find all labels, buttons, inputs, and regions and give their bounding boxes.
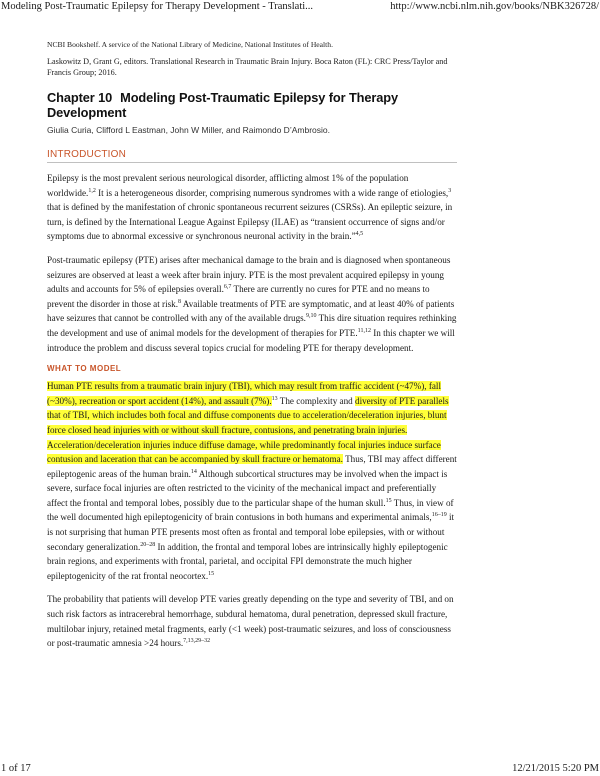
citation-ref: 9,10 <box>305 313 317 320</box>
print-datetime: 12/21/2015 5:20 PM <box>512 763 599 774</box>
text-run: that is defined by the manifestation of chronic spontaneous recurrent seizures (CSRSs). An epileptic seizure, in turn, is defined by the International League Against Epilepsy (ILAE) as “transient occurrence of signs and/or symptoms due to abnormal excessive or synchronous neuronal activity in the brain.” <box>47 202 453 242</box>
citation-ref: 15 <box>385 497 392 504</box>
citation-ref: 4,5 <box>355 231 364 238</box>
text-run: There are currently no cures for PTE and no means to prevent the disorder in those at risk. <box>47 284 430 309</box>
text-run: The complexity and <box>277 395 356 406</box>
citation-ref: 8 <box>178 298 182 305</box>
page-title-header: Modeling Post-Traumatic Epilepsy for Therapy Development - Translati... <box>1 1 314 12</box>
text-run: This dire situation requires rethinking the development and use of animal models for the development of therapies for PTE. <box>47 313 457 338</box>
text-run: Epilepsy is the most prevalent serious neurological disorder, afflicting almost 1% of the population worldwide. <box>47 173 409 198</box>
citation-ref: 3 <box>448 187 452 194</box>
text-run: it is not surprising that human PTE presents most often as frontal and temporal lobe epilepsies, with or without secondary generalization. <box>47 512 455 552</box>
page-url: http://www.ncbi.nlm.nih.gov/books/NBK326728/ <box>390 1 599 12</box>
authors: Giulia Curia, Clifford L Eastman, John W Miller, and Raimondo D’Ambrosio. <box>47 125 330 135</box>
page-count: 1 of 17 <box>1 763 31 774</box>
print-footer <box>0 760 600 776</box>
text-run: It is a heterogeneous disorder, comprising numerous syndromes with a wide range of etiologies, <box>95 187 449 198</box>
citation-ref: 6,7 <box>223 284 232 291</box>
highlighted-text: Human PTE results from a traumatic brain injury (TBI), which may result from traffic accident (~47%), fall (~30%), recreation or sport accident (14%), and assault (7%). <box>47 381 441 406</box>
citation-ref: 13 <box>271 395 278 402</box>
document-page <box>47 40 457 660</box>
citation-ref: 1,2 <box>88 187 96 194</box>
citation-ref: 15 <box>208 570 215 577</box>
citation-ref: 14 <box>190 468 197 475</box>
bookshelf-notice: NCBI Bookshelf. A service of the National Library of Medicine, National Institutes of Health. <box>47 40 333 49</box>
citation: Laskowitz D, Grant G, editors. Translational Research in Traumatic Brain Injury. Boca Raton (FL): CRC Press/Taylor and Francis Group; 2016. <box>47 57 448 77</box>
text-run: In addition, the frontal and temporal lobes are intrinsically highly epileptogenic brain regions, and experiments with frontal, parietal, and occipital FPI demonstrate the much higher epileptogenicity of the rat frontal neocortex. <box>47 541 448 581</box>
subsection-heading-what-to-model: WHAT TO MODEL <box>47 364 122 374</box>
citation-ref: 20–28 <box>140 541 156 548</box>
paragraph <box>47 379 457 583</box>
text-run: Although subcortical structures may be involved when the impact is severe, surface focal injuries are often restricted to the vicinity of the mechanical impact and preferentially affect the frontal and temporal lobes, possibly due to the particular shape of the human skull. <box>47 468 448 508</box>
highlighted-text: diversity of PTE parallels that of TBI, which includes both focal and diffuse components due to acceleration/deceleration injuries, blunt force closed head injuries with or without skull fracture, contusions, and penetrating brain injuries. Acceleration/deceleration injuries induce diffuse damage, while predominantly focal injuries induce surface contusion and laceration that can be accompanied by skull fracture or hematoma. <box>47 395 449 465</box>
citation-ref: 7,13,29–32 <box>183 638 211 645</box>
chapter-heading <box>47 90 457 120</box>
text-run: Available treatments of PTE are symptomatic, and at least 40% of patients have seizures that cannot be controlled with any of the available drugs. <box>47 298 455 324</box>
text-run: In this chapter we will introduce the problem and discuss several topics crucial for modeling PTE for therapy development. <box>47 327 455 353</box>
print-header <box>0 0 600 16</box>
text-run: Thus, TBI may affect different epileptogenic areas of the human brain. <box>47 454 457 479</box>
chapter-title: Modeling Post-Traumatic Epilepsy for Therapy Development <box>47 90 399 120</box>
text-run: The probability that patients will develop PTE varies greatly depending on the type and severity of TBI, and on such risk factors as intracerebral hemorrhage, subdural hematoma, dural penetration, depressed skull fracture, multilobar injury, retained metal fragments, early (<1 week) post-traumatic seizures, and loss of consciousness or post-traumatic amnesia >24 hours. <box>47 594 454 649</box>
text-run: Post-traumatic epilepsy (PTE) arises after mechanical damage to the brain and is diagnosed when spontaneous seizures are observed at least a week after brain injury. PTE is the most prevalent acquired epilepsy in young adults and accounts for 5% of epilepsies overall. <box>47 254 451 295</box>
section-heading-introduction: INTRODUCTION <box>47 149 127 160</box>
text-run: Thus, in view of the well documented high epileptogenicity of brain contusions in both humans and experimental animals, <box>47 497 454 523</box>
section-divider <box>47 162 457 163</box>
paragraph <box>47 171 457 244</box>
citation-ref: 16–19 <box>431 512 447 519</box>
paragraph <box>47 592 457 650</box>
citation-ref: 11,12 <box>357 327 371 334</box>
chapter-number: Chapter 10 <box>47 90 113 105</box>
paragraph <box>47 253 457 355</box>
